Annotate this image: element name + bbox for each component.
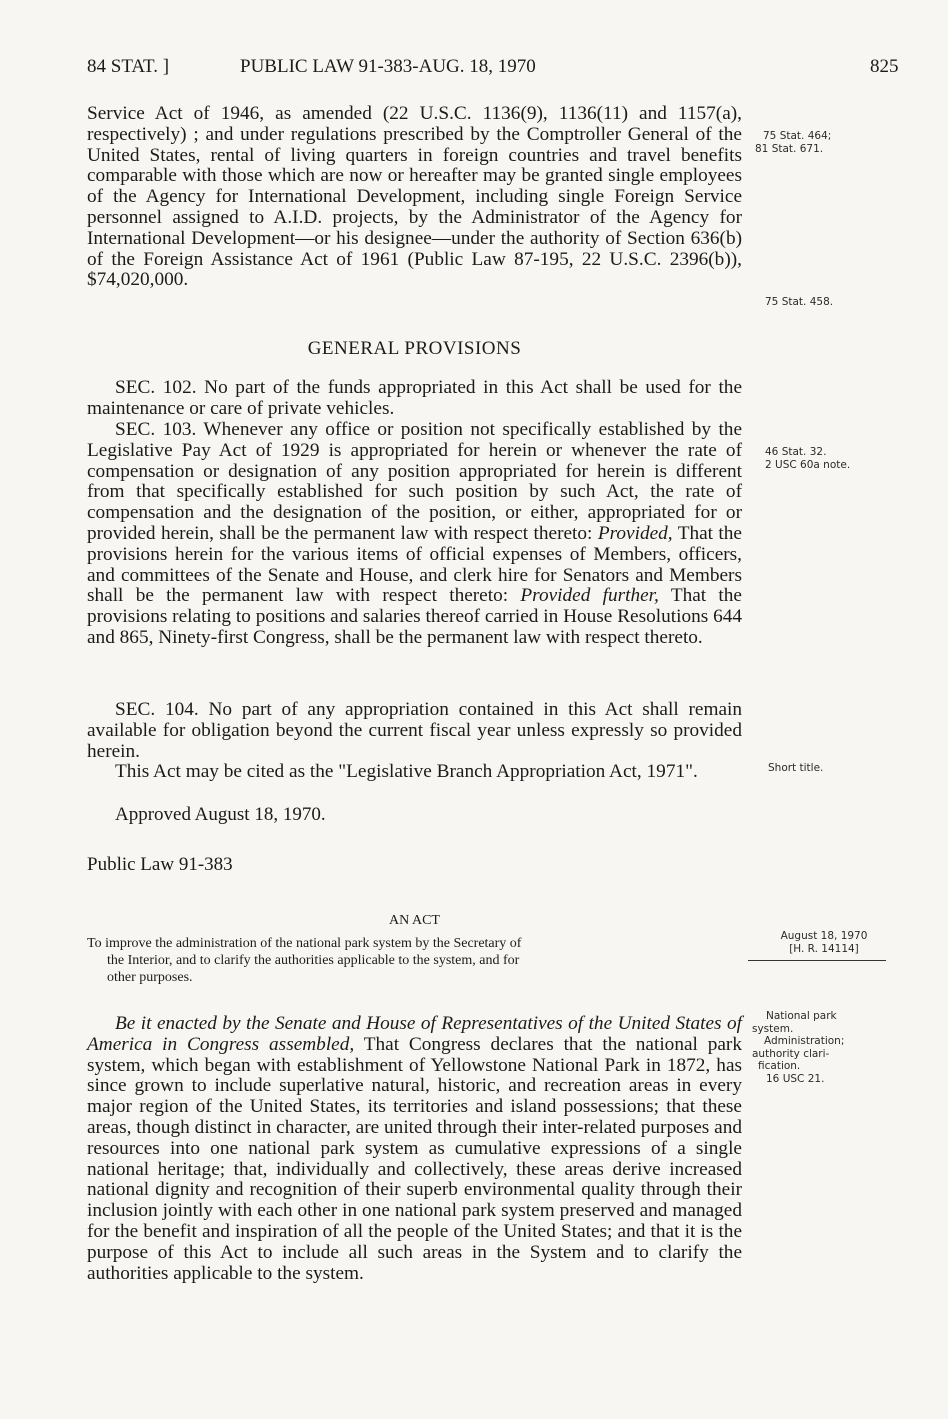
section-text: Whenever any office or position not specifically established by the Legislative Pay Act of 1929 is appropriated for herein or whenever the rate of compensation or designation of any position appropriated for herein is different from that specifically established for such position by such Act, the rate of compensation and the designation of the position, or either, appropriated for or provided herein, shall be the permanent law with respect thereto:: [87, 419, 742, 544]
margin-note-stat-ref-1: 75 Stat. 464; 81 Stat. 671.: [755, 130, 832, 155]
page-number: 825: [870, 56, 899, 77]
provided-italic: Provided,: [597, 522, 673, 544]
paragraph-continuation: [87, 104, 742, 291]
section-text: That the provisions herein for the various items of official expenses of Members, officers, and committees of the Senate and House, and clerk hire for Senators and Members shall be the permanent law with respect thereto:: [87, 522, 742, 607]
section-104: [87, 700, 742, 762]
section-102: [87, 378, 742, 420]
section-label: SEC. 102.: [115, 377, 197, 398]
header-statute-ref: 84 STAT. ]: [87, 56, 170, 77]
act-purpose: To improve the administration of the national park system by the Secretary of the Interior, and to clarify the authorities applicable to the system, and for other purposes.: [87, 936, 522, 985]
enacting-clause: Be it enacted by the Senate and House of Representatives of the United States of America in Congress assembled,: [87, 1013, 742, 1055]
enacting-paragraph: [87, 1014, 742, 1284]
an-act-heading: AN ACT: [389, 913, 440, 928]
margin-note-stat-ref-2: 75 Stat. 458.: [765, 296, 834, 308]
margin-note-date-bill: August 18, 1970 [H. R. 14114]: [780, 930, 868, 955]
paragraph-text: That Congress declares that the national park system, which began with establishment of Yellowstone National Park in 1872, has since grown to include superlative natural, historic, and recreation areas in every major region of the United States, its territories and island possessions; that these areas, though distinct in character, are united through their inter-related purposes and resources into one national park system as cumulative expressions of a single national heritage; that, individually and collectively, these areas derive increased national dignity and recognition of their superb environmental quality through their inclusion jointly with each other in one national park system preserved and managed for the benefit and inspiration of all the people of the United States; and that it is the purpose of this Act to include all such areas in the System and to clarify the authorities applicable to the system.: [87, 1033, 742, 1284]
public-law-title: Public Law 91-383: [87, 854, 233, 875]
margin-note-stat-ref-3: 46 Stat. 32. 2 USC 60a note.: [765, 446, 851, 471]
short-title-paragraph: This Act may be cited as the "Legislative Branch Appropriation Act, 1971".: [115, 761, 698, 782]
section-text: No part of the funds appropriated in this Act shall be used for the maintenance or care of private vehicles.: [87, 377, 742, 419]
general-provisions-heading: GENERAL PROVISIONS: [307, 338, 522, 359]
provided-further-italic: Provided further,: [520, 585, 659, 607]
approved-date: Approved August 18, 1970.: [115, 804, 326, 825]
paragraph-text: Service Act of 1946, as amended (22 U.S.C. 1136(9), 1136(11) and 1157(a), respectively) ; and under regulations prescribed by the Comptroller General of the United States, rental of living quarters in foreign countries and travel benefits comparable with those which are now or hereafter may be granted single employees of the Agency for International Development, including single Foreign Service personnel assigned to A.I.D. projects, by the Administrator of the Agency for International Development—or his designee—under the authority of Section 636(b) of the Foreign Assistance Act of 1961 (Public Law 87-195, 22 U.S.C. 2396(b)), $74,020,000.: [87, 103, 742, 291]
header-title: PUBLIC LAW 91-383-AUG. 18, 1970: [240, 56, 536, 77]
section-text: That the provisions relating to positions and salaries thereof carried in House Resolutions 644 and 865, Ninety-first Congress, shall be the permanent law with respect thereto.: [87, 585, 742, 648]
margin-note-short-title: Short title.: [768, 762, 824, 774]
margin-rule: [748, 960, 886, 961]
section-label: SEC. 103.: [115, 419, 197, 440]
section-103: [87, 420, 742, 649]
margin-note-national-park: National park system. Administration; authority clari- fication. 16 USC 21.: [752, 1010, 845, 1085]
section-label: SEC. 104.: [115, 699, 199, 720]
section-text: No part of any appropriation contained in this Act shall remain available for obligation beyond the current fiscal year unless expressly so provided herein.: [87, 699, 743, 762]
